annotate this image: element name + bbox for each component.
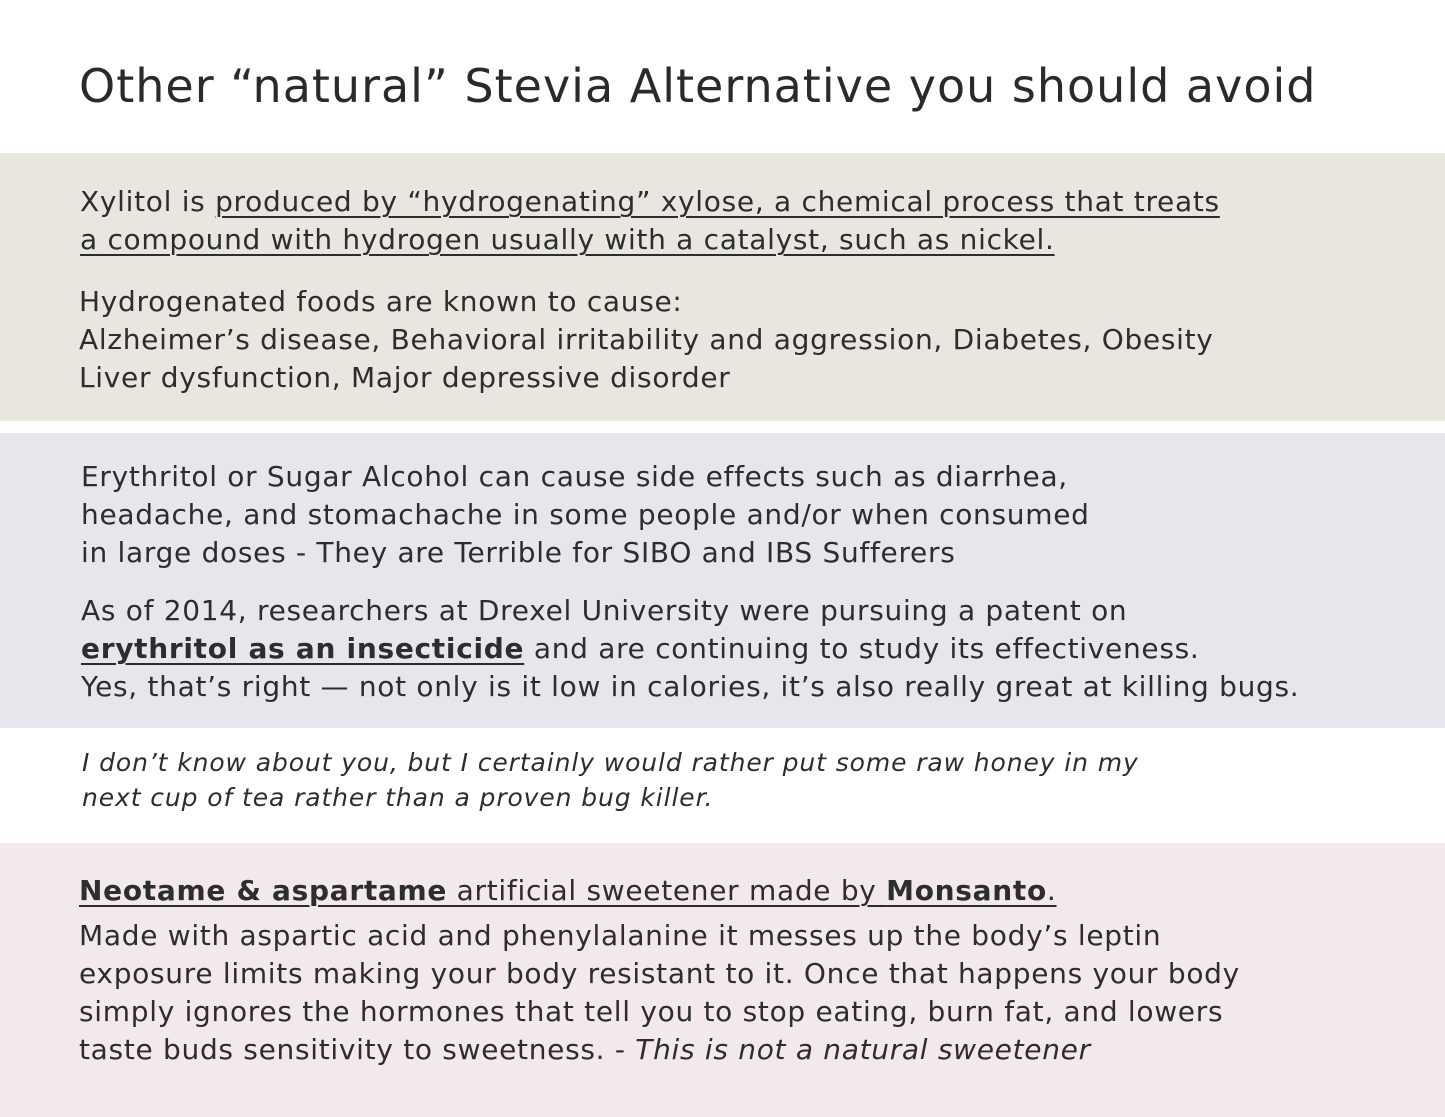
erythritol-side-effects [81, 458, 1090, 572]
honey-quote [82, 745, 1139, 815]
not-natural-note: This is not a natural sweetener [635, 1033, 1091, 1066]
erythritol-patent [81, 592, 1299, 706]
neotame-aspartame-label: Neotame & aspartame [79, 874, 448, 907]
side-effects-line: Erythritol or Sugar Alcohol can cause side effects such as diarrhea, [81, 460, 1068, 493]
patent-line: Yes, that’s right — not only is it low in calories, it’s also really great at killing bugs. [81, 670, 1300, 703]
insecticide-link[interactable]: erythritol as an insecticide [81, 632, 525, 665]
patent-line: As of 2014, researchers at Drexel University were pursuing a patent on [81, 594, 1128, 627]
quote-line: next cup of tea rather than a proven bug killer. [82, 783, 714, 812]
neotame-body [79, 917, 1240, 1069]
neotame-body-line: taste buds sensitivity to sweetness. - [79, 1033, 636, 1066]
quote-line: I don’t know about you, but I certainly would rather put some raw honey in my [82, 748, 1139, 777]
xylitol-effects [79, 283, 1214, 397]
side-effects-line: in large doses - They are Terrible for SIBO and IBS Sufferers [81, 536, 956, 569]
xylitol-intro [80, 183, 1220, 259]
patent-line-rest: and are continuing to study its effectiveness. [524, 632, 1200, 665]
neotame-body-line: Made with aspartic acid and phenylalanine it messes up the body’s leptin [79, 919, 1162, 952]
neotame-body-line: simply ignores the hormones that tell you to stop eating, burn fat, and lowers [79, 995, 1224, 1028]
xylitol-source-link[interactable]: produced by “hydrogenating” xylose, a chemical process that treats [215, 185, 1220, 218]
neotame-heading-mid: artificial sweetener made by [447, 874, 887, 907]
effects-list-line: Liver dysfunction, Major depressive disorder [79, 361, 731, 394]
xylitol-intro-prefix: Xylitol is [80, 185, 216, 218]
neotame-heading-end: . [1046, 874, 1057, 907]
page-title: Other “natural” Stevia Alternative you should avoid [79, 59, 1317, 113]
effects-list-line: Alzheimer’s disease, Behavioral irritability and aggression, Diabetes, Obesity [79, 323, 1214, 356]
neotame-heading [79, 872, 1057, 910]
side-effects-line: headache, and stomachache in some people and/or when consumed [81, 498, 1090, 531]
xylitol-source-link-continued[interactable]: a compound with hydrogen usually with a catalyst, such as nickel. [80, 223, 1055, 256]
monsanto-label: Monsanto [886, 874, 1047, 907]
effects-heading: Hydrogenated foods are known to cause: [79, 285, 683, 318]
neotame-body-line: exposure limits making your body resistant to it. Once that happens your body [79, 957, 1240, 990]
